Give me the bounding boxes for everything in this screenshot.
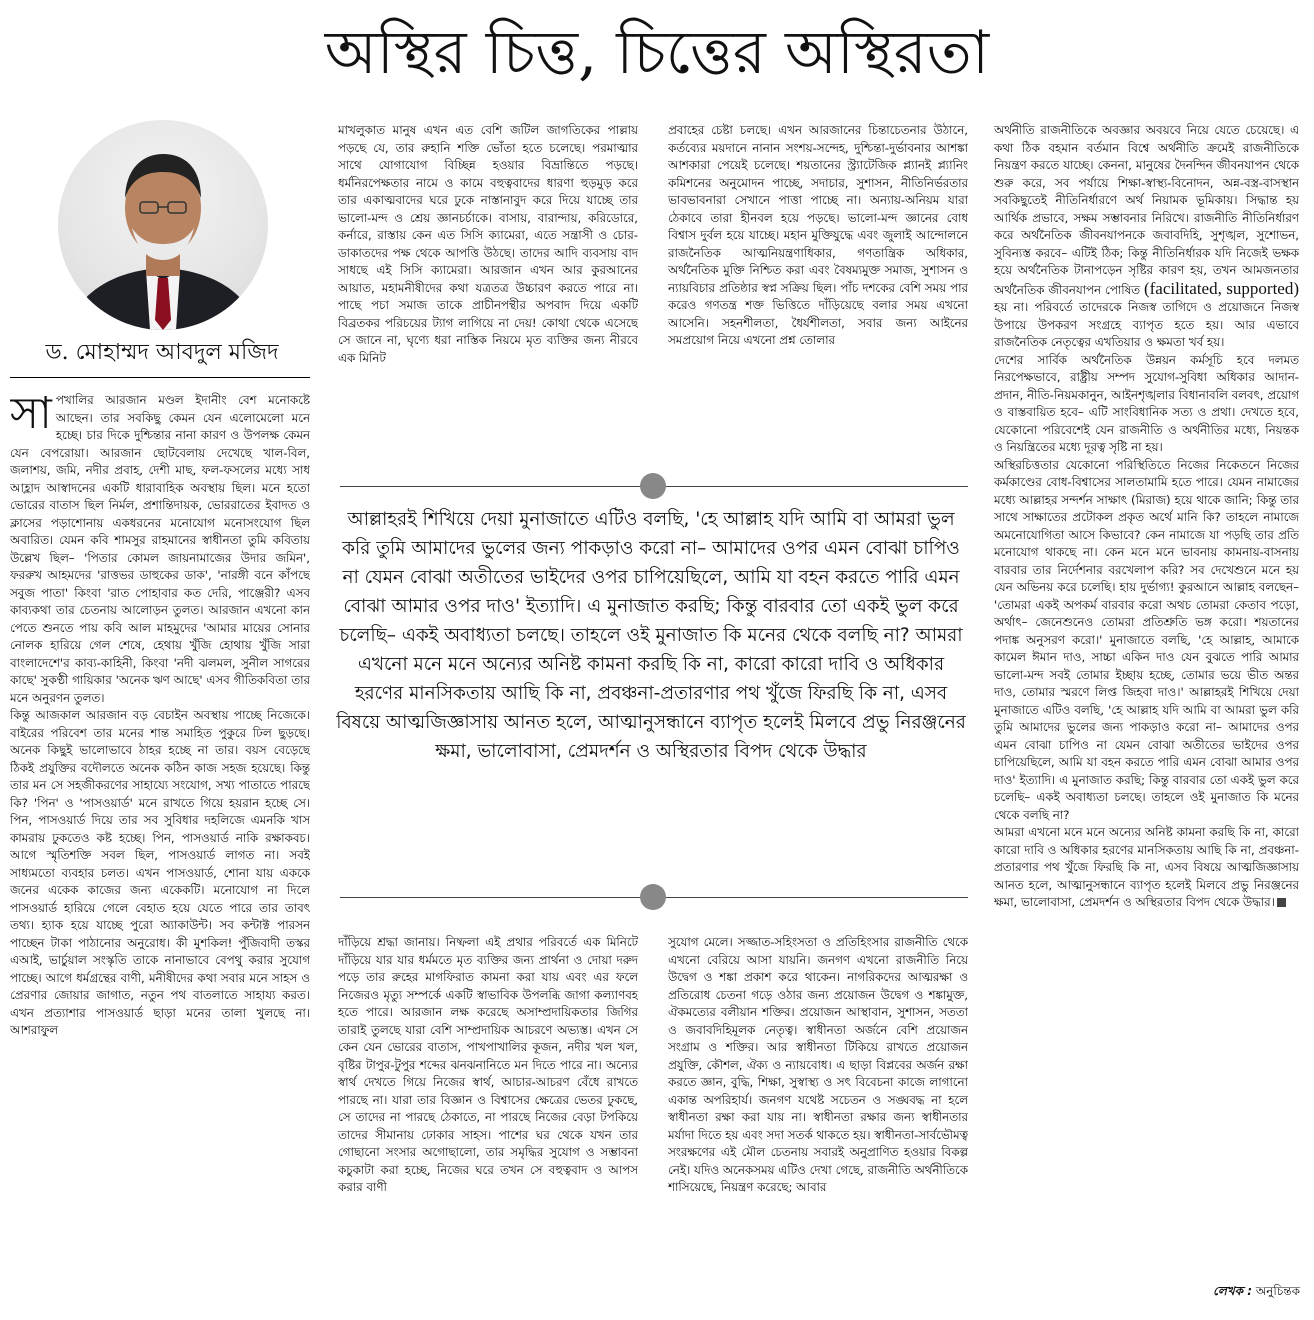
ornament-dot-icon: [640, 473, 666, 499]
paragraph: প্রবাহের চেষ্টা চলছে। এখন আরজানের চিন্তাচেতনার উঠানে, কর্তব্যের ময়দানে নানান সংশয়-সন্দেহ, দুশ্চিন্তা-দুর্ভাবনার আশঙ্কা আশকারা পেয়েই চলেছে। শয়তানের স্ট্র্যাটেজিক প্ল্যানই প্ল্যানিং কমিশনের অনুমোদন পাচ্ছে, সদাচার, সুশাসন, নীতিনির্ভরতার ভাবভাবনারা সেখানে পাত্তা পাচ্ছে না। অন্যায়-অনিয়ম যারা ঠেকাবে তারা হীনবল হয়ে পড়ছে। ভালো-মন্দ জ্ঞানের বোধ বিশ্বাস দুর্বল হয়ে যাচ্ছে। মহান মুক্তিযুদ্ধে এবং জুলাই আন্দোলনে রাজনৈতিক আত্মনিয়ন্ত্রণাধিকার, গণতান্ত্রিক অধিকার, অর্থনৈতিক মুক্তি নিশ্চিত করা এবং বৈষম্যমুক্ত সমাজ, সুশাসন ও ন্যায়বিচার প্রতিষ্ঠার স্বপ্ন সক্রিয় ছিল। পাঁচ দশকের বেশি সময় পার করেও গণতন্ত্র শক্ত ভিত্তিতে দাঁড়িয়েছে বলার সময় এখনো আসেনি। সহনশীলতা, ধৈর্যশীলতা, সবার জন্য আইনের সমপ্রয়োগ নিয়ে এখনো প্রশ্ন তোলার: [668, 123, 968, 347]
column-3-bottom: [668, 934, 968, 1296]
paragraph: অস্থিরচিত্ততার যেকোনো পরিস্থিতিতে নিজের নিকেতনে নিজের কর্মকাণ্ডের বোধ-বিশ্বাসের সালতামামি হতে পারে। যেমন নামাজের মধ্যে আল্লাহর সন্দর্শন সাক্ষাৎ (মিরাজ) হয়ে থাকে জানি; কিন্তু তার সাথে সাক্ষাতের প্রটোকল প্রকৃত অর্থে মানি কি? তাহলে নামাজে অমনোযোগিতা আসে কিভাবে? কেন নামাজে যা পড়ছি তার প্রতি মনোযোগ থাকছে না। কেন মনে মনে ভাবনায় কামনায়-বাসনায় বারবার তার নির্দেশনার বরখেলাপ করি? সব দেখেশুনে মনে হয় যেন অভিনয় করে চলেছি। হায় দুর্ভাগ্য! কুরআনে আল্লাহ বলছেন– 'তোমরা একই অপকর্ম বারবার করো অথচ তোমরা কেতাব পড়ো, অর্থাৎ– জেনেশুনেও তোমরা প্রতিশ্রুতি ভঙ্গ করো। শয়তানের পদাঙ্ক অনুসরণ করো।' মুনাজাতে বলছি, 'হে আল্লাহ, আমাকে কামেল ঈমান দাও, সাচ্চা একিন দাও যেন বুঝতে পারি আমার ভালো-মন্দ সবই তোমার ইচ্ছায় হচ্ছে, তোমার ভয়ে ভীত অন্তর দাও, তোমার স্মরণে লিপ্ত জিহবা দাও।' আল্লাহরই শিখিয়ে দেয়া মুনাজাতে এটিও বলছি, 'হে আল্লাহ যদি আমি বা আমরা ভুল করি তুমি আমাদের ভুলের জন্য পাকড়াও করো না– আমাদের ওপর এমন বোঝা চাপিও না যেমন বোঝা অতীতের ভাইদের ওপর চাপিয়েছিলে, আমি যা বহন করতে পারি এমন বোঝা আমার ওপর দাও' ইত্যাদি। এ মুনাজাত করছি; কিন্তু বারবার তো একই ভুল করে চলেছি– একই অবাধ্যতা চলছে। তাহলে ওই মুনাজাত কি মনের থেকে বলছি না?: [994, 457, 1299, 822]
paragraph-text: হয় না। পরিবর্তে তাদেরকে নিজস্ব তাগিদে ও প্রয়োজনে নিজস্ব উপায়ে উপকরণ সংগ্রহে ব্যাপৃত হতে হয়। আর এভাবে রাজনৈতিক নেতৃত্বের এখতিয়ার ও ক্ষমতা খর্ব হয়।: [994, 300, 1299, 349]
end-mark-icon: [1277, 898, 1286, 907]
pull-quote: আল্লাহরই শিখিয়ে দেয়া মুনাজাতে এটিও বলছি, 'হে আল্লাহ যদি আমি বা আমরা ভুল করি তুমি আমাদের ভুলের জন্য পাকড়াও করো না– আমাদের ওপর এমন বোঝা চাপিও না যেমন বোঝা অতীতের ভাইদের ওপর চাপিয়েছিলে, আমি যা বহন করতে পারি এমন বোঝা আমার ওপর দাও' ইত্যাদি। এ মুনাজাত করছি; কিন্তু বারবার তো একই ভুল করে চলেছি– একই অবাধ্যতা চলছে। তাহলে ওই মুনাজাত কি মনের থেকে বলছি না? আমরা এখনো মনে মনে অন্যের অনিষ্ট কামনা করছি কি না, কারো কারো দাবি ও অধিকার হরণের মানসিকতায় আছি কি না, প্রবঞ্চনা-প্রতারণার পথ খুঁজে ফিরছি কি না, এসব বিষয়ে আত্মজিজ্ঞাসায় আনত হলে, আত্মানুসন্ধানে ব্যাপৃত হলেই মিলবে প্রভু নিরঞ্জনের ক্ষমা, ভালোবাসা, প্রেমদর্শন ও অস্থিরতার বিপদ থেকে উদ্ধার: [336, 509, 966, 762]
paragraph: সুযোগ মেলে। সজ্জাত-সহিংসতা ও প্রতিহিংসার রাজনীতি থেকে এখনো বেরিয়ে আসা যায়নি। জনগণ এখনো রাজনীতি নিয়ে উদ্বেগ ও শঙ্কা প্রকাশ করে থাকেন। নাগরিকদের আত্মরক্ষা ও প্রতিরোধ চেতনা গড়ে ওঠার জন্য প্রয়োজন উদ্বেগ ও শঙ্কামুক্ত, ঐকমত্যের বলীয়ান শক্তির। প্রয়োজন আস্থাবান, সুশাসন, সততা ও জবাবদিহিমূলক নেতৃত্ব। স্বাধীনতা অর্জনে বেশি প্রয়োজন সংগ্রাম ও শক্তির। আর স্বাধীনতা টিকিয়ে রাখতে প্রয়োজন প্রযুক্তি, কৌশল, ঐক্য ও ন্যায়বোধ। এ ছাড়া বিপ্লবের অর্জন রক্ষা করতে জ্ঞান, বুদ্ধি, শিক্ষা, সুস্বাস্থ্য ও সৎ বিবেচনা কাজে লাগানো একান্ত অপরিহার্য। জনগণ যথেষ্ট সচেতন ও সঙ্ঘবদ্ধ না হলে স্বাধীনতা রক্ষা করা যায় না। স্বাধীনতা রক্ষার জন্য স্বাধীনতার মর্যাদা দিতে হয় এবং সদা সতর্ক থাকতে হয়। স্বাধীনতা-সার্বভৌমত্ব সংরক্ষণের এই মৌল চেতনায় সবারই অনুপ্রাণিত হওয়ার বিকল্প নেই। যদিও অনেকসময় এটিও দেখা গেছে, রাজনীতি অর্থনীতিকে শাসিয়েছে, নিয়ন্ত্রণ করেছে; আবার: [668, 935, 968, 1194]
column-2-bottom: [338, 934, 638, 1296]
paragraph: [994, 122, 1299, 352]
paragraph-text: আমরা এখনো মনে মনে অন্যের অনিষ্ট কামনা করছি কি না, কারো কারো দাবি ও অধিকার হরণের মানসিকতায় আছি কি না, প্রবঞ্চনা-প্রতারণার পথ খুঁজে ফিরছি কি না, এসব বিষয়ে আত্মজিজ্ঞাসায় আনত হলে, আত্মানুসন্ধানে ব্যাপৃত হলেই মিলবে প্রভু নিরঞ্জনের ক্ষমা, ভালোবাসা, প্রেমদর্শন ও অস্থিরতার বিপদ থেকে উদ্ধার।: [994, 825, 1299, 909]
column-4: [994, 122, 1299, 1277]
paragraph: [994, 824, 1299, 912]
column-2-top: [338, 122, 638, 455]
column-3-top: [668, 122, 968, 455]
article-headline: অস্থির চিত্ত, চিত্তের অস্থিরতা: [324, 18, 990, 88]
column-1: [10, 392, 310, 1292]
paragraph: কিন্তু আজকাল আরজান বড় বেচাইন অবস্থায় পাচ্ছে নিজেকে। বাইরের পরিবেশ তার মনের শান্ত সমাহিত পুকুরে ঢিল ছুড়ছে। অনেক কিছুই ভালোভাবে ঠাহর হচ্ছে না তার। বয়স বেড়েছে ঠিকই প্রযুক্তির বদৌলতে অনেক কঠিন কাজ সহজ হয়েছে। কিন্তু তার মন সে সহজীকরণের সাহায্যে সংযোগ, সখ্য পাতাতে পারছে কি? 'পিন' ও 'পাসওয়ার্ড' মনে রাখতে গিয়ে হয়রান হচ্ছে সে। পিন, পাসওয়ার্ড দিয়ে তার সব সুবিধার দহলিজে এমনকি খাস কামরায় ঢুকতেও কষ্ট হচ্ছে। পিন, পাসওয়ার্ড নাকি রক্ষাকবচ। আগে স্মৃতিশক্তি সবল ছিল, পাসওয়ার্ড লাগত না। সবই সাধ্যমতো ব্যবহার চলত। এখন পাসওয়ার্ড, শোনা যায় এককে জনের একেক কাজের জন্য একেকটি। মনোযোগ না দিলে পাসওয়ার্ড হারিয়ে গেলে বেহাত হয়ে যেতে পারে তার তাবৎ তথ্য। হ্যাক হয়ে যাচ্ছে পুরো অ্যাকাউন্ট। সব কন্টাক্ট পারসন পাচ্ছেন টাকা পাঠানোর অনুরোধ। কী মুশকিল! পুঁজিবাদী তস্কর এআই, ভার্চুয়াল সংস্কৃতি তাকে নানাভাবে বেপথু করার সুযোগ পাচ্ছে। আগে ধর্মগ্রন্থের বাণী, মনীষীদের কথা সবার মনে সাহস ও প্রেরণার জোয়ার জাগাত, নতুন পথ বাতলাতে সাহায্য করত। এখন প্রত্যাশার পাসওয়ার্ড ছাড়া মনের তালা খুলছে না। আশরাফুল: [10, 708, 310, 1037]
paragraph: পখালির আরজান মণ্ডল ইদানীং বেশ মনোকষ্টে আছেন। তার সবকিছু কেমন যেন এলোমেলো মনে হচ্ছে। চার দিকে দুশ্চিন্তার নানা কারণ ও উপলক্ষ কেমন যেন বেপরোয়া। আরজান ছোটবেলায় দেখেছে খাল-বিল, জলাশয়, জমি, নদীর প্রবাহ, দেশী মাছ, ফল-ফসলের মধ্যে সাধ আহ্লাদ আস্বাদনের একটি ধারাবাহিক অবস্থায় ছিল। মনে হতো ভোরের বাতাস ছিল নির্মল, প্রশান্তিদায়ক, ভোররাতের ইবাদত ও ক্লাসের পড়াশোনায় একধরনের মনোযোগ মনোসংযোগ ছিল অবারিত। যেমন কবি শামসুর রাহমানের স্বাধীনতা তুমি কবিতায় উল্লেখ ছিল– 'পিতার কোমল জায়নামাজের উদার জমিন', ফররুখ আহমদের 'রাত্তভর ডাহুকের ডাক', 'নারঙ্গী বনে কাঁপছে সবুজ পাতা' কিংবা 'রাত পোহাবার কত দেরি, পাঞ্জেরী? এসব কাব্যকথা তার চেতনায় আলোড়ন তুলত। আরজান এখনো কান পেতে শুনতে পায় কবি আল মাহমুদের 'আমার মায়ের সোনার নোলক হারিয়ে গেল শেষে, হেথায় খুঁজি হোথায় খুঁজি সারা বাংলাদেশে'র কাব্য-কাহিনী, কিংবা 'নদী ঝলমল, সুনীল সাগরের কাছে' সুকণ্ঠী গায়িকার 'অনেক ঋণ আছে' এসব গীতিকবিতা তার মনে অনুরণন তুলত।: [10, 393, 310, 705]
paragraph: দেশের সার্বিক অর্থনৈতিক উন্নয়ন কর্মসূচি হবে দলমত নিরপেক্ষভাবে, রাষ্ট্রীয় সম্পদ সুযোগ-সুবিধা অধিকার আদান-প্রদান, নীতি-নিয়মকানুন, আইনশৃঙ্খলার বিধানাবলি বলবৎ, প্রয়োগ ও বাস্তবায়িত হবে– এটি সাংবিধানিক সত্য ও প্রথা। দেখতে হবে, যেকোনো পরিবেশেই যেন রাজনীতি ও অর্থনীতির মধ্যে, নিয়ন্তক ও নিয়ন্ত্রিতের মধ্যে দূরত্ব সৃষ্টি না হয়।: [994, 352, 1299, 454]
paragraph: দাঁড়িয়ে শ্রদ্ধা জানায়। নিষ্ফলা এই প্রথার পরিবর্তে এক মিনিটে দাঁড়িয়ে যার যার ধর্মমতে মৃত ব্যক্তির জন্য প্রার্থনা ও দোয়া দরুদ পড়ে তার রুহের মাগফিরাত কামনা করা যায় এবং এর ফলে নিজেরও মৃত্যু সম্পর্কে একটি স্বাভাবিক উপলব্ধি জাগা কল্যাণবহ হতে পারে। আরজান লক্ষ করেছে অসাম্প্রদায়িকতার জিগির তারাই তুলছে যারা বেশি সাম্প্রদায়িক আচরণে অভ্যস্ত। এখন সে কেন যেন ভোরের বাতাস, পাখপাখালির কূজন, নদীর খল খল, বৃষ্টির টাপুর-টুপুর শব্দের ঝনঝনানিতে মন দিতে পারে না। অন্যের স্বার্থ দেখতে গিয়ে নিজের স্বার্থ, আচার-আচরণ বেঁধে রাখতে পারছে না। যারা তার বিজ্ঞান ও বিশ্বাসের ক্ষেত্রের ভেতর ঢুকছে, সে তাদের না পারছে ঠেকাতে, না পারছে নিজের বেড়া টপকিয়ে তাদের সীমানায় ঢোকার সাহস। পাশের ঘর থেকে যখন তার গোছানো সংসার অগোছালো, তার সমৃদ্ধির সুযোগ ও সম্ভাবনা কচুকাটা করা হচ্ছে, নিজের ঘরে তখন সে বহুত্ববাদ ও আপস করার বাণী: [338, 935, 638, 1194]
author-note: [1120, 1282, 1300, 1300]
english-gloss: (facilitated, supported): [1143, 278, 1299, 298]
ornament-dot-icon: [640, 884, 666, 910]
author-photo: [58, 120, 268, 330]
author-portrait-icon: [58, 120, 268, 330]
drop-cap: সা: [10, 392, 52, 439]
author-note-label: লেখক :: [1212, 1284, 1253, 1298]
byline-divider: [10, 377, 310, 378]
author-byline: ড. মোহাম্মদ আবদুল মজিদ: [45, 340, 279, 365]
paragraph-text: অর্থনীতি রাজনীতিকে অবজ্ঞার অবয়বে নিয়ে যেতে চেয়েছে। এ কথা ঠিক বহমান বর্তমান বিশ্বে অর্থনীতি ক্রমেই রাজনীতিকে নিয়ন্ত্রণ করতে যাচ্ছে। কেননা, মানুষের দৈনন্দিন জীবনযাপন থেকে শুরু করে, সব পর্যায়ে শিক্ষা-স্বাস্থ্য-বিনোদন, অন্ন-বস্ত্র-বাসস্থান সবকিছুতেই নীতিনির্ধারণে অর্থ নিয়ামক ভূমিকায়। সিদ্ধান্ত হয় আর্থিক প্রভাবে, সক্ষম সম্ভাবনার নিরিখে। রাজনীতি নীতিনির্ধারণ করে অর্থনৈতিক জীবনযাপনকে জবাবদিহি, সুশৃঙ্খল, সুশোভন, সুবিন্যস্ত করবে– এটিই ঠিক; কিন্তু নীতিনির্ধারক যদি নিজেই ভক্ষক হয়ে অর্থনৈতিক টানাপড়েন সৃষ্টির কারণ হয়, তখন আমজনতার অর্থনৈতিক জীবনযাপন পোষিত: [994, 123, 1299, 297]
author-note-value: অনুচিন্তক: [1255, 1284, 1300, 1298]
paragraph: মাখলুকাত মানুষ এখন এত বেশি জটিল জাগতিকের পাল্লায় পড়ছে যে, তার রুহানি শক্তি ভোঁতা হতে চলেছে। পরমাত্মার সাথে যোগাযোগ বিচ্ছিন্ন হওয়ার বিভ্রান্তিতে পড়ছে। ধর্মনিরপেক্ষতার নামে ও কামে বহুত্ববাদের ধারণা হুড়মুড় করে তার একাত্মবাদের ঘরে ঢুকে নাস্তানাবুদ করে দিয়ে যাচ্ছে তার ভালো-মন্দ ও শ্রেয় জ্ঞানচর্চাকে। বাসায়, বারান্দায়, করিডোরে, কর্নারে, রাস্তায় কেন এত সিসি ক্যামেরা, এতে সন্ত্রাসী ও চোর-ডাকাতদের পক্ষ থেকে আপত্তি উঠছে। তাদের আদি ব্যবসায় বাদ সাধছে এই সিসি ক্যামেরা। আরজান এখন আর কুরআনের আয়াত, মহামনীষীদের কথা যত্রতত্র উচ্চারণ করতে পারে না। পাছে পচা সমাজ তাকে প্রাচীনপন্থীর অপবাদ দিয়ে একটি বিব্রতকর পরিচয়ের ট্যাগ লাগিয়ে না দেয়! কোথা থেকে এসেছে সে জানে না, ঘৃণ্যে ধরা নাস্তিক নিয়মে মৃত ব্যক্তির জন্য নীরবে এক মিনিট: [338, 123, 638, 365]
